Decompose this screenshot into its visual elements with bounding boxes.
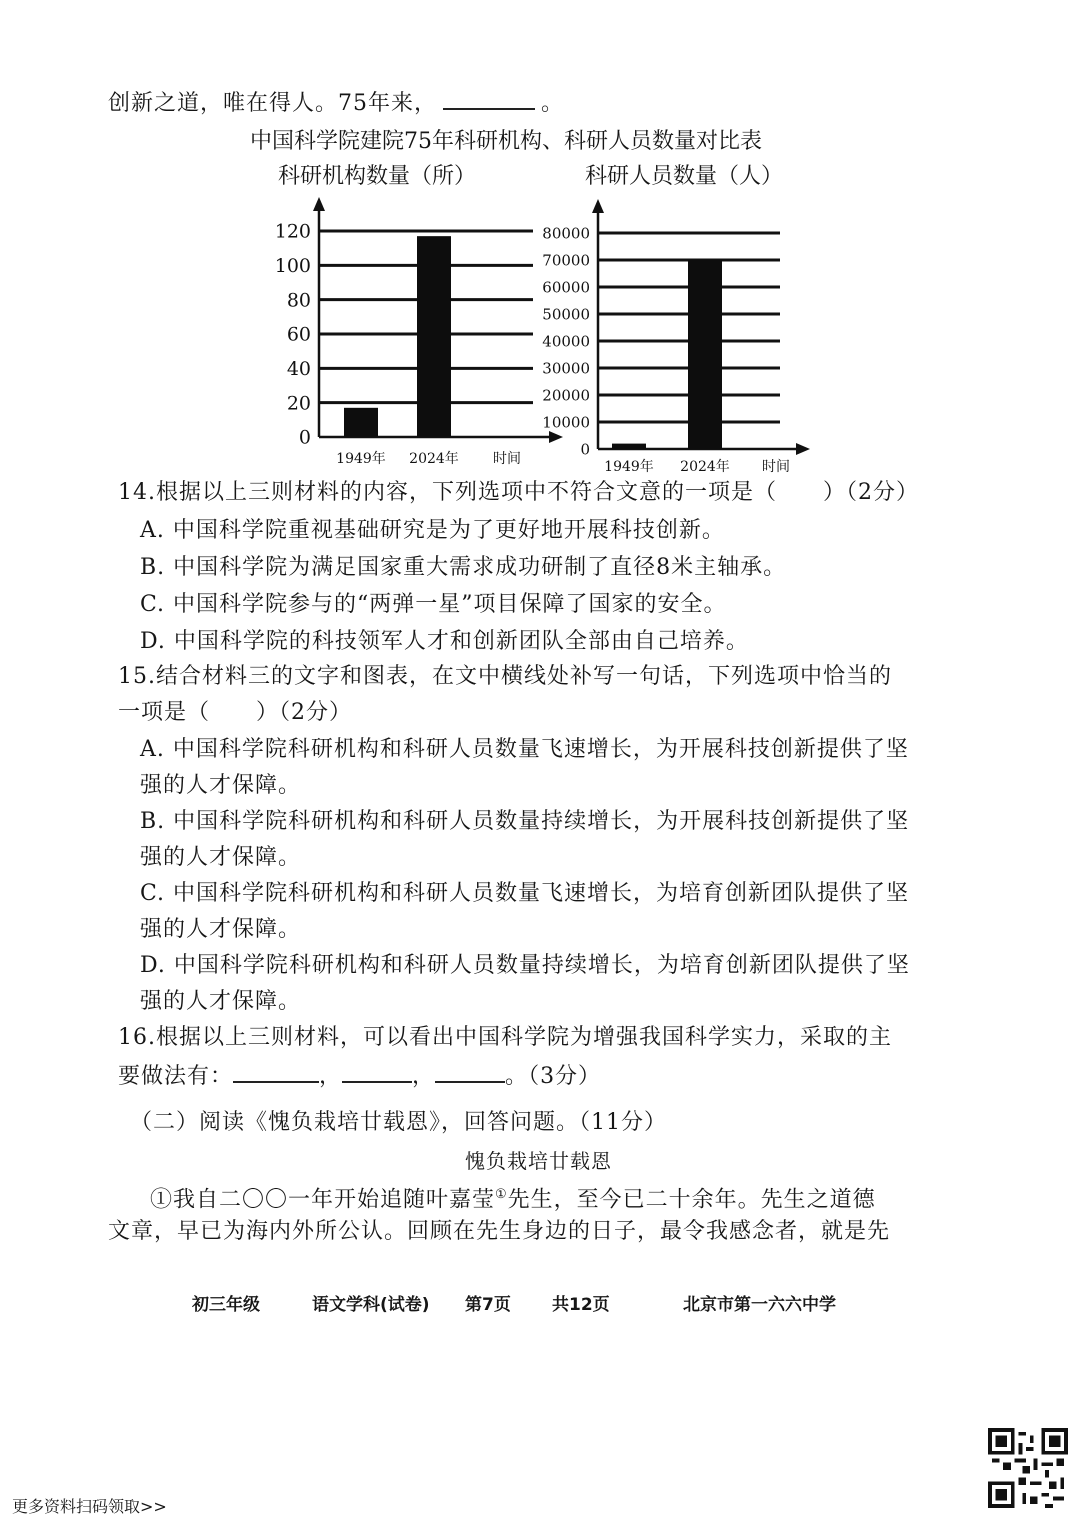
y-tick-label: 40 [286,357,311,380]
q14-option-c[interactable]: C. 中国科学院参与的“两弹一星”项目保障了国家的安全。 [140,592,727,617]
q16-stem-line1: 16.根据以上三则材料，可以看出中国科学院为增强我国科学实力，采取的主 [118,1025,892,1050]
more-resources-link[interactable]: 更多资料扫码领取>> [12,1497,167,1516]
intro-text: 创新之道，唯在得人。75年来， [108,91,437,116]
x-tick-label: 1949年 [604,459,654,475]
q16-blank-1[interactable] [233,1059,319,1083]
intro-blank[interactable] [443,86,535,110]
y-axis-arrow [313,197,325,211]
x-axis-arrow [796,443,810,455]
y-tick-label: 60 [286,323,311,346]
chart-institutions [262,195,522,480]
q16-blank-3[interactable] [435,1059,505,1083]
y-tick-label: 10000 [542,413,590,432]
q16-blank-2[interactable] [342,1059,412,1083]
q15-option-a-cont: 强的人才保障。 [140,773,302,798]
q14-option-d[interactable]: D. 中国科学院的科技领军人才和创新团队全部由自己培养。 [140,629,749,654]
q15-option-c[interactable]: C. 中国科学院科研机构和科研人员数量飞速增长，为培育创新团队提供了坚 [140,881,910,906]
q15-option-d-cont: 强的人才保障。 [140,989,302,1014]
bar [688,260,722,449]
para1-text-b: 先生，至今已二十余年。先生之道德 [507,1187,876,1213]
x-axis-label: 时间 [493,451,521,467]
q15-option-b-cont: 强的人才保障。 [140,845,302,870]
footer-subject: 语文学科(试卷) [312,1295,430,1315]
q16-stem-line2 [118,1059,601,1092]
q16-sep-2: ， [412,1064,436,1089]
y-tick-label: 70000 [542,251,590,270]
q15-stem-line2: 一项是（ ）（2分） [118,700,352,725]
x-tick-label: 1949年 [336,451,386,467]
y-tick-label: 50000 [542,305,590,324]
intro-line [108,86,564,119]
y-tick-label: 20 [286,392,311,415]
q16-prefix: 要做法有： [118,1064,234,1089]
chart2-subtitle: 科研人员数量（人） [585,164,784,189]
y-tick-label: 80 [286,289,311,312]
y-tick-label: 80000 [542,224,590,243]
y-tick-label: 0 [580,440,590,459]
q14-option-b[interactable]: B. 中国科学院为满足国家重大需求成功研制了直径8米主轴承。 [140,555,787,580]
footer-page: 第7页 [465,1295,511,1315]
y-tick-label: 30000 [542,359,590,378]
footer-grade: 初三年级 [192,1295,260,1315]
q15-option-a[interactable]: A. 中国科学院科研机构和科研人员数量飞速增长，为开展科技创新提供了坚 [140,737,909,762]
intro-end: 。 [541,91,565,116]
x-tick-label: 2024年 [409,451,459,467]
article-title: 愧负栽培廿载恩 [465,1149,612,1173]
section2-heading: （二）阅读《愧负栽培廿载恩》，回答问题。（11分） [130,1110,667,1135]
q14-stem: 14.根据以上三则材料的内容，下列选项中不符合文意的一项是（ ）（2分） [118,480,919,505]
bar [344,408,378,437]
q16-end: 。 [505,1064,529,1089]
y-tick-label: 60000 [542,278,590,297]
footer-school: 北京市第一六六中学 [683,1295,836,1315]
qr-code-icon[interactable] [988,1428,1068,1508]
q15-stem-line1: 15.结合材料三的文字和图表，在文中横线处补写一句话，下列选项中恰当的 [118,664,892,689]
bar [612,444,646,449]
q15-option-c-cont: 强的人才保障。 [140,917,302,942]
footnote-mark: ① [495,1187,508,1202]
q16-score: （3分） [528,1064,602,1089]
y-tick-label: 100 [274,254,311,277]
x-axis-label: 时间 [762,459,790,475]
q14-option-a[interactable]: A. 中国科学院重视基础研究是为了更好地开展科技创新。 [140,518,725,543]
y-tick-label: 120 [274,220,311,243]
chart-researchers [530,195,800,480]
y-tick-label: 0 [298,426,311,449]
para1-text-a: ①我自二〇〇一年开始追随叶嘉莹 [150,1187,496,1213]
x-tick-label: 2024年 [680,459,730,475]
article-para1-line2: 文章，早已为海内外所公认。回顾在先生身边的日子，最令我感念者，就是先 [108,1219,891,1244]
y-tick-label: 40000 [542,332,590,351]
y-tick-label: 20000 [542,386,590,405]
q16-sep-1: ， [319,1064,343,1089]
article-para1-line1 [150,1180,876,1215]
q15-option-d[interactable]: D. 中国科学院科研机构和科研人员数量持续增长，为培育创新团队提供了坚 [140,953,910,978]
chart-caption: 中国科学院建院75年科研机构、科研人员数量对比表 [250,129,762,154]
footer-total: 共12页 [552,1295,610,1315]
q15-option-b[interactable]: B. 中国科学院科研机构和科研人员数量持续增长，为开展科技创新提供了坚 [140,809,910,834]
bar [417,236,451,437]
chart1-subtitle: 科研机构数量（所） [278,164,477,189]
y-axis-arrow [592,199,604,213]
